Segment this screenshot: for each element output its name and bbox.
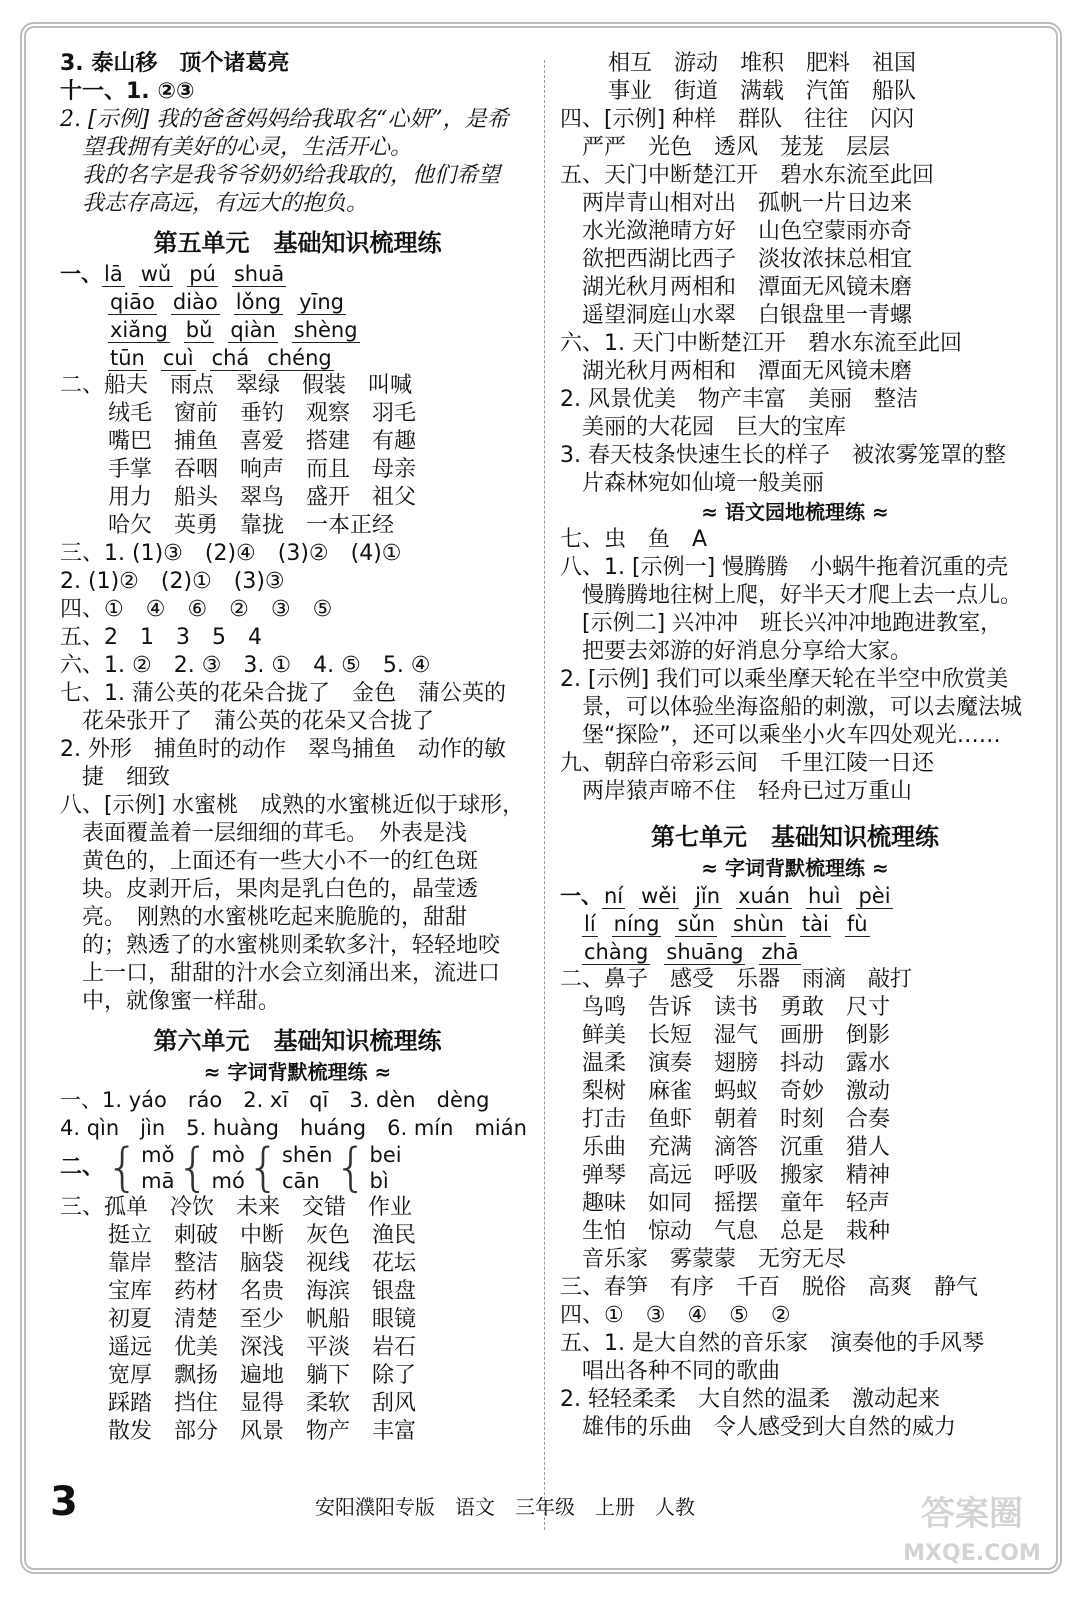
footer-info: 安阳濮阳专版 语文 三年级 上册 人教 (315, 1495, 695, 1519)
word-row: 打击 鱼虾 朝着 时刻 合奏 (582, 1107, 891, 1132)
pinyin-row: lí níng sǔn shùn tài fù (584, 912, 868, 936)
answer-line: 九、朝辞白帝彩云间 千里江陵一日还 (560, 751, 935, 776)
answer-line: 美丽的大花园 巨大的宝库 (582, 415, 847, 440)
word-row: 嘴巴 捕鱼 喜爱 搭建 有趣 (108, 429, 417, 454)
answer-line: 欲把西湖比西子 淡妆浓抹总相宜 (582, 247, 913, 272)
answer-line: 十一、1. ②③ (60, 79, 195, 104)
word-row: 二、船夫 雨点 翠绿 假装 叫喊 (60, 373, 413, 398)
answer-line: 三、1. (1)③ (2)④ (3)② (4)① (60, 541, 402, 566)
answer-line: 两岸猿声啼不住 轻舟已过万重山 (582, 779, 913, 804)
word-row: 梨树 麻雀 蚂蚁 奇妙 激动 (582, 1079, 891, 1104)
word-row: 音乐家 雾蒙蒙 无穷无尽 (582, 1247, 847, 1272)
answer-line: 2. [示例] 我的爸爸妈妈给我取名“心妍”，是希 (60, 107, 509, 132)
right-column (560, 50, 1030, 1442)
unit7-title: 第七单元 基础知识梳理练 (651, 823, 939, 851)
answer-line: 水光潋滟晴方好 山色空蒙雨亦奇 (582, 219, 913, 244)
section-label: 一、 (60, 262, 102, 286)
answer-line: 五、2 1 3 5 4 (60, 625, 262, 650)
answer-line: 湖光秋月两相和 潭面无风镜未磨 (582, 275, 913, 300)
word-row: 相互 游动 堆积 肥料 祖国 (608, 51, 917, 76)
answer-line: 雄伟的乐曲 令人感受到大自然的威力 (582, 1415, 957, 1440)
answer-line: 湖光秋月两相和 潭面无风镜未磨 (582, 359, 913, 384)
answer-line: 我的名字是我爷爷奶奶给我取的，他们希望 (82, 163, 501, 188)
answer-line: 黄色的，上面还有一些大小不一的红色斑 (82, 849, 479, 874)
answer-line: 把要去郊游的好消息分享给大家。 (582, 639, 913, 664)
word-row: 踩踏 挡住 显得 柔软 刮风 (108, 1391, 417, 1416)
unit6-title: 第六单元 基础知识梳理练 (153, 1027, 442, 1055)
pinyin-row: xiǎng bǔ qiàn shèng (110, 318, 358, 342)
unit5-title: 第五单元 基础知识梳理练 (153, 229, 442, 257)
answer-line: 中，就像蜜一样甜。 (82, 989, 281, 1014)
word-row: 生怕 惊动 气息 总是 栽种 (582, 1219, 891, 1244)
word-row: 趣味 如同 摇摆 童年 轻声 (582, 1191, 891, 1216)
word-row: 用力 船头 翠鸟 盛开 祖父 (108, 485, 417, 510)
pinyin-row: 一、1. yáo ráo 2. xī qī 3. dèn dèng (60, 1088, 490, 1112)
answer-line: 片森林宛如仙境一般美丽 (582, 471, 825, 496)
answer-line: 花朵张开了 蒲公英的花朵又合拢了 (82, 709, 435, 734)
answer-line: 八、1. [示例一] 慢腾腾 小蜗牛拖着沉重的壳 (560, 555, 1009, 580)
answer-line: 五、1. 是大自然的音乐家 演奏他的手风琴 (560, 1331, 984, 1356)
answer-line: 堡“探险”，还可以乘坐小火车四处观光…… (582, 723, 1001, 748)
answer-line: 四、① ③ ④ ⑤ ② (560, 1303, 791, 1328)
word-row: 绒毛 窗前 垂钓 观察 羽毛 (108, 401, 417, 426)
answer-line: 3. 春天枝条快速生长的样子 被浓雾笼罩的整 (560, 443, 1006, 468)
answer-line: 遥望洞庭山水翠 白银盘里一青螺 (582, 303, 913, 328)
answer-line: 五、天门中断楚江开 碧水东流至此回 (560, 163, 935, 188)
answer-line: 2. (1)② (2)① (3)③ (60, 569, 285, 594)
word-row: 靠岸 整洁 脑袋 视线 花坛 (108, 1251, 417, 1276)
word-row: 乐曲 充满 滴答 沉重 猎人 (582, 1135, 891, 1160)
page-footer (50, 1479, 1030, 1525)
word-row: 宽厚 飘扬 遍地 躺下 除了 (108, 1363, 417, 1388)
answer-line: 唱出各种不同的歌曲 (582, 1359, 781, 1384)
unit7-subtitle: ≈ 字词背默梳理练 ≈ (701, 856, 889, 880)
answer-line: 景，可以体验坐海盗船的刺激，可以去魔法城 (582, 695, 1023, 720)
answer-line: 望我拥有美好的心灵，生活开心。 (82, 135, 413, 160)
section-label: 二、 (60, 1155, 105, 1180)
left-column (60, 50, 535, 1446)
polyphone-group: 二、 { mǒ mā { mò mó { shēn cān { bei bì (60, 1138, 402, 1198)
word-row: 手掌 吞咽 响声 而且 母亲 (108, 457, 417, 482)
answer-line: 的；熟透了的水蜜桃则柔软多汁，轻轻地咬 (82, 933, 501, 958)
answer-line: 表面覆盖着一层细细的茸毛。 外表是浅 (82, 821, 468, 846)
pinyin-row: chàng shuāng zhā (584, 940, 799, 964)
answer-line: 捷 细致 (82, 765, 171, 790)
watermark-logo (900, 1480, 1045, 1570)
word-row: 二、鼻子 感受 乐器 雨滴 敲打 (560, 967, 913, 992)
answer-line: 2. 外形 捕鱼时的动作 翠鸟捕鱼 动作的敏 (60, 737, 506, 762)
pinyin-row: 一、lā wǔ pú shuā (60, 262, 285, 286)
column-divider (544, 60, 545, 1530)
pinyin-row: 4. qìn jìn 5. huàng huáng 6. mín mián (60, 1116, 527, 1140)
answer-line: 四、[示例] 种样 群队 往往 闪闪 (560, 107, 915, 132)
word-row: 弹琴 高远 呼吸 搬家 精神 (582, 1163, 891, 1188)
answer-line: 上一口，甜甜的汁水会立刻涌出来，流进口 (82, 961, 501, 986)
word-row: 初夏 清楚 至少 帆船 眼镜 (108, 1307, 417, 1332)
answer-line: 块。皮剥开后，果肉是乳白色的，晶莹透 (82, 877, 479, 902)
word-row: 哈欠 英勇 靠拢 一本正经 (108, 513, 395, 538)
answer-line: 四、① ④ ⑥ ② ③ ⑤ (60, 597, 333, 622)
answer-line: 七、虫 鱼 A (560, 527, 708, 552)
answer-line: 两岸青山相对出 孤帆一片日边来 (582, 191, 913, 216)
answer-line: [示例二] 兴冲冲 班长兴冲冲地跑进教室， (582, 611, 1003, 636)
word-row: 宝库 药材 名贵 海滨 银盘 (108, 1279, 417, 1304)
answer-line: 七、1. 蒲公英的花朵合拢了 金色 蒲公英的 (60, 681, 506, 706)
word-row: 事业 街道 满载 汽笛 船队 (608, 79, 917, 104)
word-row: 三、孤单 冷饮 未来 交错 作业 (60, 1195, 413, 1220)
word-row: 挺立 刺破 中断 灰色 渔民 (108, 1223, 417, 1248)
word-row: 遥远 优美 深浅 平淡 岩石 (108, 1335, 417, 1360)
answer-line: 2. 轻轻柔柔 大自然的温柔 激动起来 (560, 1387, 940, 1412)
yuanwen-subtitle: ≈ 语文园地梳理练 ≈ (701, 500, 889, 524)
watermark-text: 答案圈 (921, 1494, 1023, 1534)
answer-line: 2. [示例] 我们可以乘坐摩天轮在半空中欣赏美 (560, 667, 1009, 692)
section-label: 一、 (560, 884, 602, 908)
answer-line: 慢腾腾地往树上爬，好半天才爬上去一点儿。 (582, 583, 1023, 608)
answer-line: 3. 泰山移 顶个诸葛亮 (60, 51, 290, 76)
word-row: 散发 部分 风景 物产 丰富 (108, 1419, 417, 1444)
pinyin-row: 一、ní wěi jǐn xuán huì pèi (560, 884, 891, 908)
answer-line: 八、[示例] 水蜜桃 成熟的水蜜桃近似于球形， (60, 793, 525, 818)
answer-line: 我志存高远，有远大的抱负。 (82, 191, 369, 216)
watermark-url: MXQE.COM (903, 1541, 1041, 1566)
word-row: 鲜美 长短 湿气 画册 倒影 (582, 1023, 891, 1048)
answer-line: 六、1. 天门中断楚江开 碧水东流至此回 (560, 331, 962, 356)
answer-line: 六、1. ② 2. ③ 3. ① 4. ⑤ 5. ④ (60, 653, 431, 678)
page-number: 3 (50, 1479, 78, 1525)
answer-line: 严严 光色 透风 茏茏 层层 (582, 135, 891, 160)
word-row: 鸟鸣 告诉 读书 勇敢 尺寸 (582, 995, 891, 1020)
answer-line: 2. 风景优美 物产丰富 美丽 整洁 (560, 387, 918, 412)
answer-line: 亮。 刚熟的水蜜桃吃起来脆脆的，甜甜 (82, 905, 468, 930)
unit6-subtitle: ≈ 字词背默梳理练 ≈ (203, 1060, 392, 1084)
word-row: 温柔 演奏 翅膀 抖动 露水 (582, 1051, 891, 1076)
pinyin-row: qiāo diào lǒng yīng (110, 290, 345, 314)
pinyin-row: tūn cuì chá chéng (110, 346, 332, 370)
answer-line: 三、春笋 有序 千百 脱俗 高爽 静气 (560, 1275, 979, 1300)
